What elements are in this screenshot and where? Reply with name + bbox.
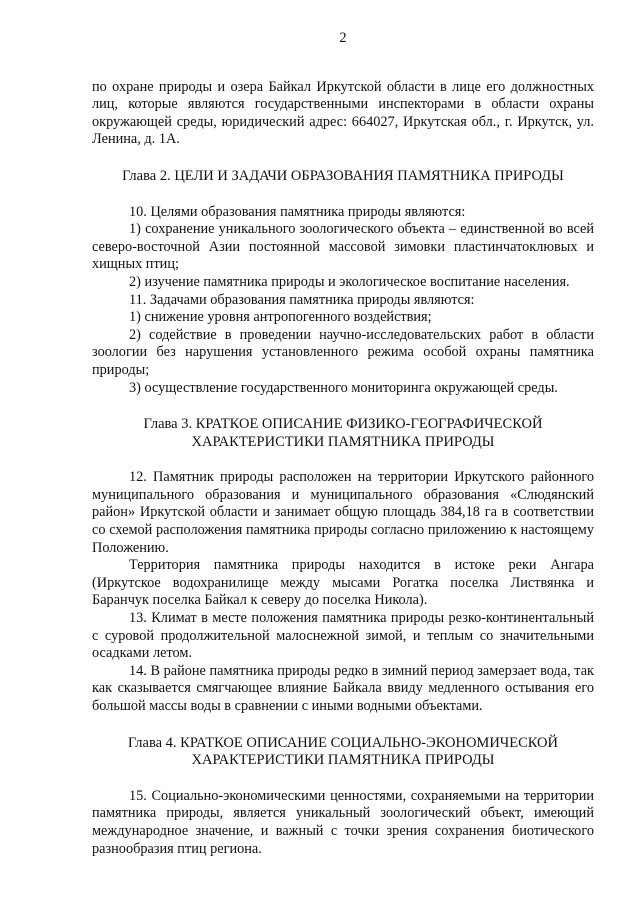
chapter-4-title-line-1: Глава 4. КРАТКОЕ ОПИСАНИЕ СОЦИАЛЬНО-ЭКОНОМИЧЕСКОЙ — [128, 734, 558, 751]
paragraph-12: 12. Памятник природы расположен на территории Иркутского районного муниципального образования и муниципального образования «Слюдянский район» Иркутской области и занимает общую площадь 384,18 га в соответствии со схемой расположения памятника природы согласно приложению к настоящему Положению. — [92, 469, 594, 556]
task-3: 3) осуществление государственного мониторинга окружающей среды. — [129, 379, 558, 396]
chapter-4-title-line-2: ХАРАКТЕРИСТИКИ ПАМЯТНИКА ПРИРОДЫ — [191, 752, 495, 769]
territory-paragraph: Территория памятника природы находится в истоке реки Ангара (Иркутское водохранилище между мысами Рогатка поселка Листвянка и Баранчук поселка Байкал к северу до поселка Никола). — [92, 557, 594, 609]
chapter-2-title: Глава 2. ЦЕЛИ И ЗАДАЧИ ОБРАЗОВАНИЯ ПАМЯТНИКА ПРИРОДЫ — [122, 167, 564, 184]
paragraph-11: 11. Задачами образования памятника природы являются: — [129, 291, 475, 308]
page-number: 2 — [339, 30, 347, 46]
paragraph-10: 10. Целями образования памятника природы являются: — [129, 203, 466, 220]
intro-paragraph: по охране природы и озера Байкал Иркутской области в лице его должностных лиц, которые являются государственными инспекторами в области охраны окружающей среды, юридический адрес: 664027, Иркутская обл., г. Иркутск, ул. Ленина, д. 1А. — [92, 78, 594, 148]
chapter-4-title — [92, 735, 594, 770]
paragraph-14: 14. В районе памятника природы редко в зимний период замерзает вода, так как сказывается смягчающее влияние Байкала ввиду медленного остывания его большой массы воды в сравнении с иными водными объектами. — [92, 662, 594, 714]
goal-1: 1) сохранение уникального зоологического объекта – единственной во всей северо-восточной Азии постоянной массовой зимовки пластинчатоклювых и хищных птиц; — [92, 221, 594, 273]
task-2: 2) содействие в проведении научно-исследовательских работ в области зоологии без нарушения установленного режима особой охраны памятника природы; — [92, 326, 594, 378]
chapter-3-title-line-1: Глава 3. КРАТКОЕ ОПИСАНИЕ ФИЗИКО-ГЕОГРАФИЧЕСКОЙ — [143, 416, 543, 433]
paragraph-15: 15. Социально-экономическими ценностями, сохраняемыми на территории памятника природы, является уникальный зоологический объект, имеющий международное значение, и важный с точки зрения сохранения биотического разнообразия птиц региона. — [92, 787, 594, 857]
task-1: 1) снижение уровня антропогенного воздействия; — [129, 309, 432, 326]
goal-2: 2) изучение памятника природы и экологическое воспитание населения. — [129, 273, 570, 290]
chapter-3-title-line-2: ХАРАКТЕРИСТИКИ ПАМЯТНИКА ПРИРОДЫ — [191, 433, 495, 450]
paragraph-13: 13. Климат в месте положения памятника природы резко-континентальный с суровой продолжительной малоснежной зимой, и теплым со значительными осадками летом. — [92, 610, 594, 662]
chapter-3-title — [92, 416, 594, 451]
document-page — [92, 30, 594, 858]
